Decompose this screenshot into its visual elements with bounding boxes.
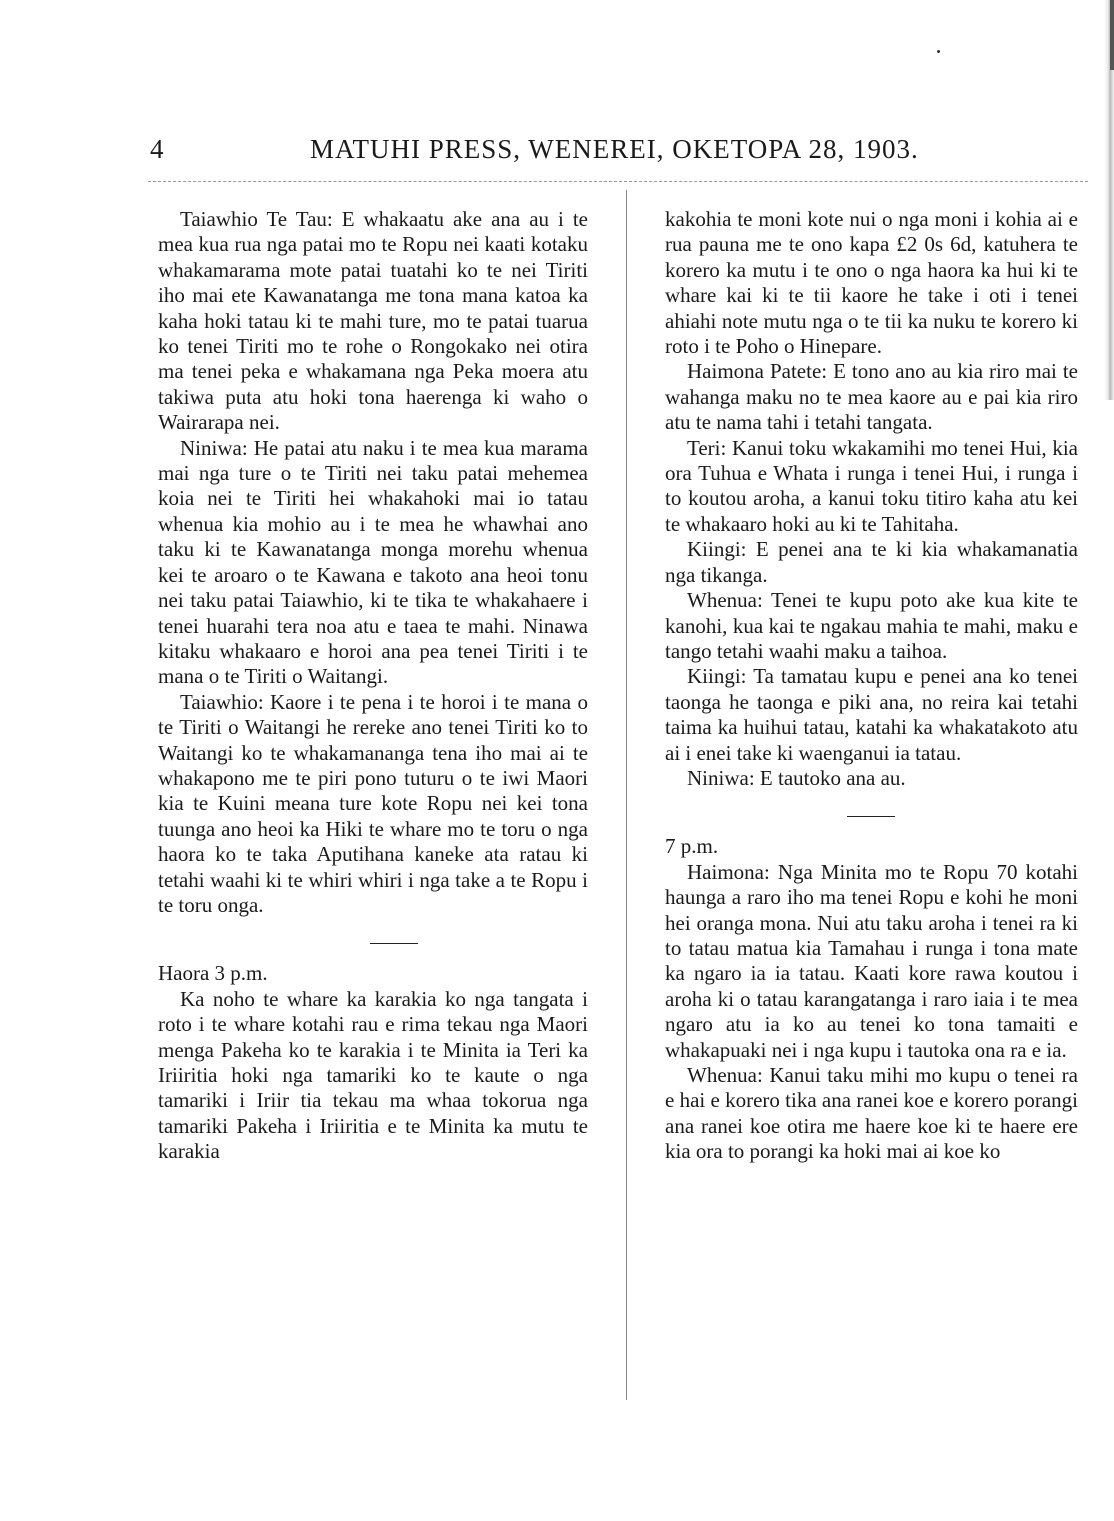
scan-edge-mark xyxy=(1110,0,1114,70)
section-rule xyxy=(847,816,895,817)
paragraph: Niniwa: E tautoko ana au. xyxy=(687,765,906,790)
column-divider xyxy=(626,190,627,1400)
right-column xyxy=(665,207,1078,1165)
paragraph: Whenua: Tenei te kupu poto ake kua kite te kanohi, kua kai te ngakau mahia te mahi, maku e tango tetahi waahi maku a taihoa. xyxy=(665,588,1078,663)
paragraph: Taiawhio Te Tau: E whakaatu ake ana au i te mea kua rua nga patai mo te Ropu nei kaati kotaku whakamarama mote patai tuatahi ko te nei Tiriti iho mai ete Kawanatanga me tona mana katoa ka kaha hoki tatau ki te mahi ture, mo te patai tuarua ko tenei Tiriti mo te rohe o Rongokako nei otira ma tenei peka e whakamana nga Peka moera atu takiwa puta atu hoki tona haerenga ki waho o Wairarapa nei. xyxy=(158,207,588,435)
masthead-title: MATUHI PRESS, WENEREI, OKETOPA 28, 1903. xyxy=(310,134,919,164)
paragraph: Haimona: Nga Minita mo te Ropu 70 kotahi haunga a raro iho ma tenei Ropu e kohi he moni hei oranga mona. Nui atu taku aroha i tenei ra ki to tatau matua kia Tamahau i runga i tona mate ka ngaro ia ia tatau. Kaati kore rawa koutou i aroha ki o tatau karangatanga i raro iaia i te mea ngaro atu ia ko au tenei ko tona tamaiti e whakapuaki nei i nga kupu i tautoka ona ra e ia. xyxy=(665,859,1078,1062)
paragraph: Kiingi: E penei ana te ki kia whakamanatia nga tikanga. xyxy=(665,537,1078,587)
paragraph: Teri: Kanui toku wkakamihi mo tenei Hui, kia ora Tuhua e Whata i runga i tenei Hui, i runga i to koutou aroha, a kanui toku titiro kaha atu kei te whakaaro hoki au ki te Tahitaha. xyxy=(665,435,1078,536)
section-rule xyxy=(370,943,418,944)
paragraph: Kiingi: Ta tamatau kupu e penei ana ko tenei taonga he taonga e piki ana, no reira kai tetahi taima ka huihui tatau, katahi ka whakatakoto atu ai i enei take ki waenganui ia tatau. xyxy=(665,664,1078,765)
left-column xyxy=(158,207,588,1165)
page-number: 4 xyxy=(150,134,165,164)
paragraph: kakohia te moni kote nui o nga moni i kohia ai e rua pauna me te ono kapa £2 0s 6d, katuhera te korero ka mutu i te ono o nga haora ka hui ki te whare kai ki te tii kaore he take i oti i tenei ahiahi note mutu nga o te tii ka nuku te korero ki roto i te Poho o Hinepare. xyxy=(665,207,1078,359)
paragraph: Niniwa: He patai atu naku i te mea kua marama mai nga ture o te Tiriti nei taku patai mehemea koia nei te Tiriti hei whakahoki mai io tatau whenua kia mohio au i te mea he whawhai ano taku ki te Kawanatanga monga morehu whenua kei te aroaro o te Kawana e takoto ana heoi tonu nei taku patai Taiawhio, ki te tika te whakahaere i tenei huarahi tera noa atu e taea te mahi. Ninawa kitaku whakaaro e horoi ana pea tenei Tiriti i te mana o te Tiriti o Waitangi. xyxy=(158,435,588,689)
paragraph: Ka noho te whare ka karakia ko nga tangata i roto i te whare kotahi rau e rima tekau nga Maori menga Pakeha ko te karakia i te Minita ia Teri ka Iriiritia hoki nga tamariki ko te kaute o nga tamariki i Iriir tia tekau ma whaa tokorua nga tamariki Pakeha i Iriiritia e te Minita ka mutu te karakia xyxy=(158,986,588,1164)
header-rule xyxy=(148,181,1088,182)
paragraph: Whenua: Kanui taku mihi mo kupu o tenei ra e hai e korero tika ana ranei koe e korero porangi ana ranei koe otira me haere koe ki te haere ere kia ora to porangi ka hoki mai ai koe ko xyxy=(665,1063,1078,1164)
time-heading: Haora 3 p.m. xyxy=(158,961,268,986)
print-speck xyxy=(937,50,940,53)
page-header xyxy=(150,134,930,174)
paragraph: Taiawhio: Kaore i te pena i te horoi i te mana o te Tiriti o Waitangi he rereke ano tenei Tiriti ko to Waitangi ko te whakamananga tena iho mai ai te whakapono me te piri pono tuturu o te iwi Maori kia te Kuini meana ture kote Ropu nei kei tona tuunga ano heoi ka Hiki te whare mo te toru o nga haora ko te taka Aputihana kaneke ata ratau ki tetahi waahi ki te whiri whiri i nga take a te Ropu i te toru onga. xyxy=(158,689,588,917)
paragraph: Haimona Patete: E tono ano au kia riro mai te wahanga maku no te mea kaore au e pai kia riro atu te nama tahi i tetahi tangata. xyxy=(665,359,1078,435)
time-heading: 7 p.m. xyxy=(665,834,719,859)
